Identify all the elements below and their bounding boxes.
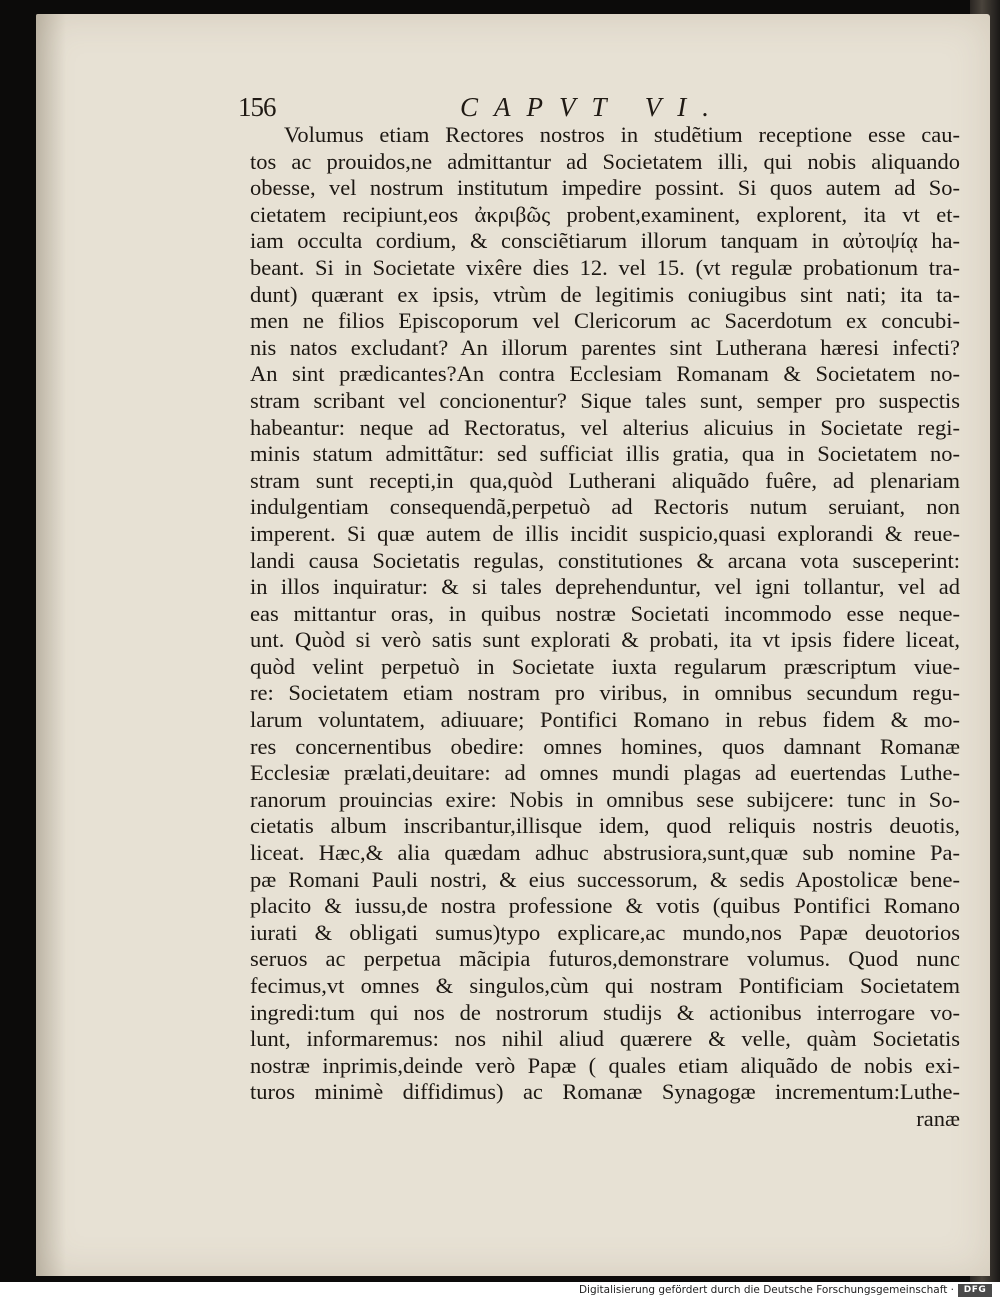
text-line: Volumus etiam Rectores nostros in studẽtium receptione esse cau- <box>284 122 960 147</box>
text-line: dunt) quærant ex ipsis, vtrùm de legitimis coniugibus sint nati; ita ta- <box>250 281 960 307</box>
text-line: An sint prædicantes?An contra Ecclesiam Romanam & Societatem no- <box>250 361 960 387</box>
text-line: nis natos excludant? An illorum parentes sint Lutherana hæresi infecti? <box>250 334 960 360</box>
text-line: quòd velint perpetuò in Societate iuxta regularum præscriptum viue- <box>250 653 960 679</box>
text-line: stram sunt recepti,in qua,quòd Lutherani aliquãdo fuêre, ad plenariam <box>250 467 960 493</box>
text-line: Ecclesiæ prælati,deuitare: ad omnes mundi plagas ad euertendas Luthe- <box>250 760 960 786</box>
text-line: obesse, vel nostrum institutum impedire possint. Si quos autem ad So- <box>250 175 960 201</box>
text-line: iurati & obligati sumus)typo explicare,ac mundo,nos Papæ deuotorios <box>250 919 960 945</box>
text-line: nostræ inprimis,deinde verò Papæ ( quales etiam aliquãdo de nobis exi- <box>250 1052 960 1078</box>
text-line: men ne filios Episcoporum vel Clericorum ac Sacerdotum ex concubi- <box>250 308 960 334</box>
text-line: ingredi:tum qui nos de nostrorum studijs & actionibus interrogare vo- <box>250 999 960 1025</box>
footer-bar <box>0 1282 1000 1300</box>
text-line: liceat. Hæc,& alia quædam adhuc abstrusiora,sunt,quæ sub nomine Pa- <box>250 840 960 866</box>
text-line: cietatis album inscribantur,illisque idem, quod reliquis nostris deuotis, <box>250 813 960 839</box>
text-line: larum voluntatem, adiuuare; Pontifici Romano in rebus fidem & mo- <box>250 707 960 733</box>
text-line: tos ac prouidos,ne admittantur ad Societatem illi, qui nobis aliquando <box>250 148 960 174</box>
text-line: in illos inquiratur: & si tales deprehenduntur, vel igni tollantur, vel ad <box>250 574 960 600</box>
funding-note: Digitalisierung gefördert durch die Deutsche Forschungsgemeinschaft · <box>578 1284 954 1296</box>
text-line: beant. Si in Societate vixêre dies 12. vel 15. (vt regulæ probationum tra- <box>250 254 960 280</box>
text-line: unt. Quòd si verò satis sunt explorati & probati, ita vt ipsis fidere liceat, <box>250 627 960 653</box>
text-line: iam occulta cordium, & consciẽtiarum illorum tanquam in αὐτοψίᾳ ha- <box>250 228 960 254</box>
page-header <box>238 86 978 126</box>
body-text <box>250 122 960 1133</box>
text-line: re: Societatem etiam nostram pro viribus, in omnibus secundum regu- <box>250 680 960 706</box>
text-line: eas mittantur oras, in quibus nostræ Societati incommodo esse neque- <box>250 600 960 626</box>
text-line: habeantur: neque ad Rectoratus, vel alterius alicuius in Societate regi- <box>250 414 960 440</box>
text-line: res concernentibus obedire: omnes homines, quos damnant Romanæ <box>250 733 960 759</box>
text-line: lunt, informaremus: nos nihil aliud quærere & velle, quàm Societatis <box>250 1026 960 1052</box>
page-number: 156 <box>238 92 276 122</box>
text-line: imperent. Si quæ autem de illis incidit suspicio,quasi explorandi & reue- <box>250 520 960 546</box>
text-line: cietatem recipiunt,eos ἀκριβῶς probent,examinent, explorent, ita vt et- <box>250 201 960 227</box>
text-line: fecimus,vt omnes & singulos,cùm qui nostram Pontificiam Societatem <box>250 973 960 998</box>
text-line: seruos ac perpetua mãcipia futuros,demonstrare volumus. Quod nunc <box>250 946 960 972</box>
text-line: turos minimè diffidimus) ac Romanæ Synagogæ incrementum:Luthe- <box>250 1079 960 1105</box>
text-line: stram scribant vel concionentur? Sique tales sunt, semper pro suspectis <box>250 387 960 413</box>
running-head: CAPVT VI. <box>460 92 725 122</box>
text-line: indulgentiam consequendã,perpetuò ad Rectoris nutum seruiant, non <box>250 494 960 520</box>
text-line: ranorum prouincias exire: Nobis in omnibus sese subijcere: tunc in So- <box>250 786 960 812</box>
text-line: minis statum admittãtur: sed sufficiat illis gratia, qua in Societatem no- <box>250 441 960 467</box>
catchword: ranæ <box>916 1105 960 1131</box>
text-line: landi causa Societatis regulas, constitutiones & arcana vota susceperint: <box>250 547 960 573</box>
text-line: pæ Romani Pauli nostri, & eius successorum, & sedis Apostolicæ bene- <box>250 866 960 892</box>
dfg-logo: DFG <box>958 1284 992 1297</box>
text-line: placito & iussu,de nostra professione & votis (quibus Pontifici Romano <box>250 893 960 919</box>
